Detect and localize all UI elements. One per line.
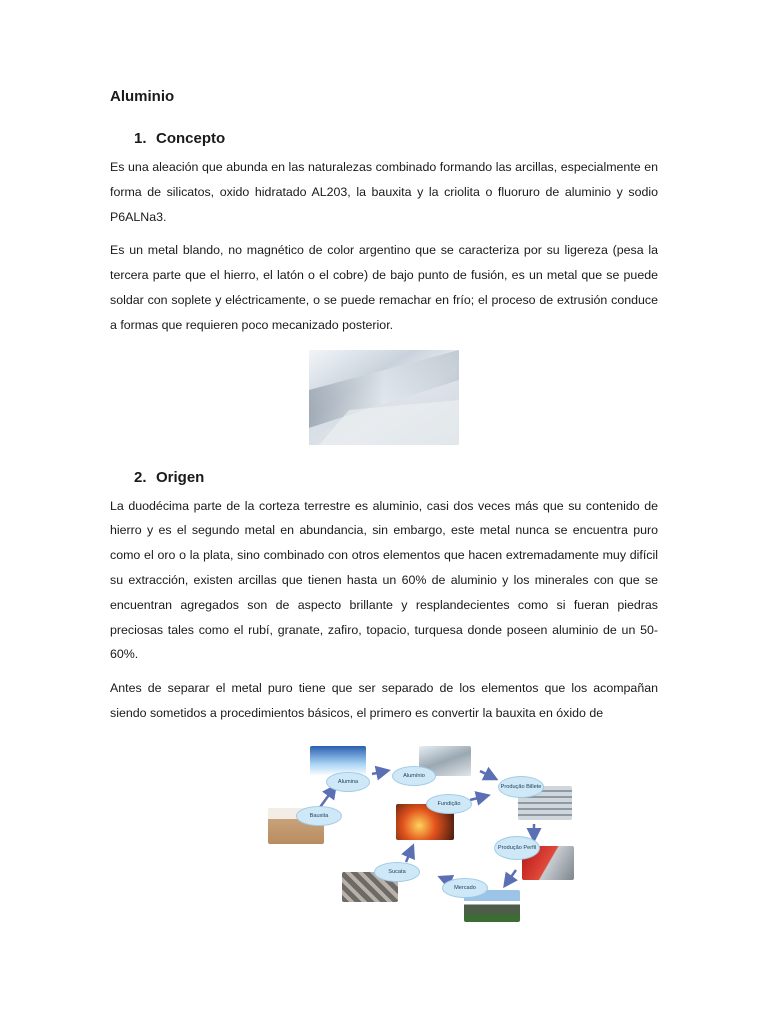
aluminum-metal-photo [309,350,459,445]
arrow [372,771,386,774]
paragraph: Es un metal blando, no magnético de color argentino que se caracteriza por su ligereza (pesa la tercera parte que el hierro, el latón o el cobre) de bajo punto de fusión, es un metal que se puede soldar con soplete y eléctricamente, o se puede remachar en frío; el proceso de extrusión conduce a formas que requieren poco mecanizado posterior. [110,243,658,332]
bubble-sucata: Sucata [374,862,420,882]
paragraph: Antes de separar el metal puro tiene que ser separado de los elementos que los acompañan siendo sometidos a procedimientos básicos, el primero es convertir la bauxita en óxido de [110,681,658,720]
bubble-fundicao: Fundição [426,794,472,814]
arrow [406,848,412,862]
bubble-mercado: Mercado [442,878,488,898]
arrow [506,870,516,884]
bubble-alumina: Alumina [326,772,370,792]
bubble-aluminio: Alumínio [392,766,436,786]
paragraph: La duodécima parte de la corteza terrestre es aluminio, casi dos veces más que su contenido de hierro y es el segundo metal en abundancia, sin embargo, este metal nunca se encuentra puro como el oro o la plata, sino combinado con otros elementos que hacen extremadamente muy difícil su extracción, existen arcillas que tienen hasta un 60% de aluminio y los minerales con que se encuentran agregados son de aspecto brillante y resplandecientes como si fueran piedras preciosas tales como el rubí, granate, zafiro, topacio, turquesa donde poseen aluminio de un 50-60%. [110,498,658,662]
paragraph: Es una aleación que abunda en las naturalezas combinado formando las arcillas, especialmente en forma de silicatos, oxido hidratado AL203, la bauxita y la criolita o fluoruro de aluminio y sodio P6ALNa3. [110,160,658,224]
arrow [480,771,494,778]
document-body [110,86,658,726]
document-title: Aluminio [110,88,175,105]
bubble-producao-perfil: Produção Perfil [494,836,540,860]
bubble-bauxita: Bauxita [296,806,342,826]
section-number: 2. [134,468,147,486]
section-heading-concepto [110,128,658,150]
section-heading-origen [110,467,658,489]
alumina-photo [310,746,366,776]
section-title: Origen [156,468,205,486]
section-title: Concepto [156,130,226,147]
arrow [470,796,486,800]
bubble-producao-billete: Produção Billete [498,776,544,798]
section-number: 1. [134,130,147,147]
aluminum-cycle-diagram [266,744,576,924]
